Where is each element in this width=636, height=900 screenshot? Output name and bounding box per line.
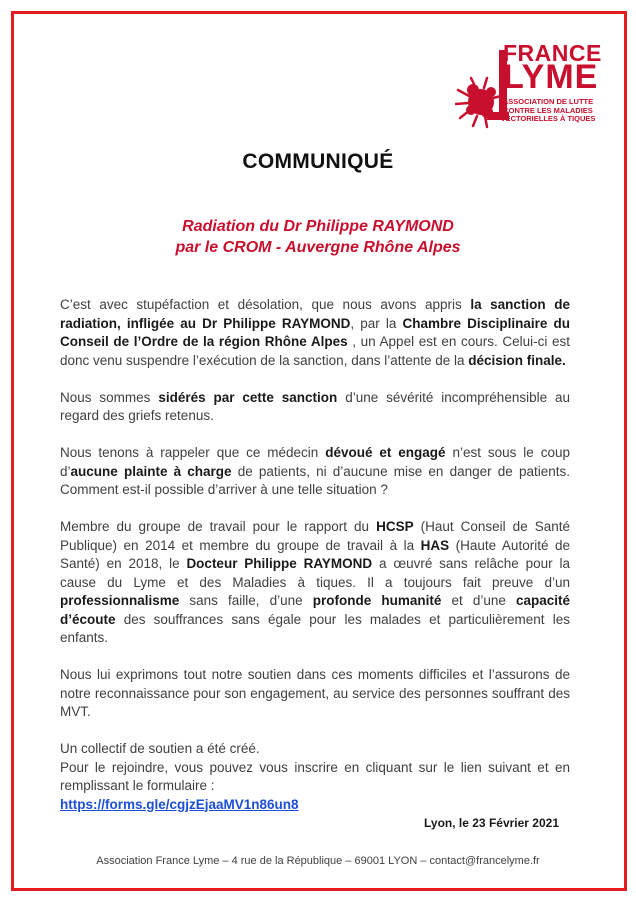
text-run: (Haut Conseil de Santé Publique) en 2014 et membre du groupe de travail à la (60, 519, 570, 553)
bold-run: dévoué et engagé (325, 445, 446, 460)
paragraph-2 (60, 389, 570, 426)
paragraph-5: Nous lui exprimons tout notre soutien dans ces moments difficiles et l’assurons de notre reconnaissance pour son engagement, au service des personnes souffrant des MVT. (60, 667, 570, 719)
text-run: n’est sous le coup d’ (60, 445, 570, 479)
logo-line-lyme: LYME (503, 58, 599, 96)
text-run: , par la (350, 315, 403, 331)
communique-body (60, 296, 570, 833)
footer-address: Association France Lyme – 4 rue de la République – 69001 LYON – contact@francelyme.fr (96, 855, 540, 867)
bold-run: Chambre Disciplinaire du Conseil de l’Ordre de la région Rhône Alpes (60, 315, 571, 349)
text-run: d’une sévérité incompréhensible au regard des griefs retenus. (60, 389, 570, 423)
bold-run: décision finale. (468, 352, 566, 368)
bold-run: HCSP (376, 519, 414, 534)
page-title: COMMUNIQUÉ (242, 150, 394, 173)
logo-line-france: FRANCE (503, 40, 602, 66)
text-run: Nous sommes (60, 389, 159, 405)
form-link[interactable]: https://forms.gle/cgjzEjaaMV1n86un8 (60, 796, 299, 812)
text-run: C’est avec stupéfaction et désolation, que nous avons appris (60, 297, 471, 312)
bold-run: HAS (420, 537, 450, 553)
subtitle-line-1: Radiation du Dr Philippe RAYMOND (182, 218, 454, 235)
bold-run: capacité d’écoute (60, 593, 570, 627)
text-run: Un collectif de soutien a été créé. (60, 741, 260, 756)
text-run: a œuvré sans relâche pour la cause du Lyme et des Maladies à tiques. Il a toujours fait preuve d’un (60, 556, 570, 590)
text-run: Membre du groupe de travail pour le rapport du (60, 519, 377, 534)
text-run: (Haute Autorité de Santé) en 2018, le (60, 537, 570, 571)
bold-run: Docteur Philippe RAYMOND (186, 556, 373, 571)
bold-run: aucune plainte à charge (70, 463, 232, 479)
bold-run: sidérés par cette sanction (158, 389, 338, 405)
text-run: Nous tenons à rappeler que ce médecin (60, 445, 326, 460)
text-run: Pour le rejoindre, vous pouvez vous inscrire en cliquant sur le lien suivant et en remplissant le formulaire : (60, 759, 570, 793)
france-lyme-logo (455, 40, 605, 130)
bold-run: profonde humanité (312, 593, 442, 608)
logo-tagline: ASSOCIATION DE LUTTE CONTRE LES MALADIES VECTORIELLES À TIQUES (500, 97, 596, 123)
subtitle (0, 216, 636, 258)
subtitle-line-2: par le CROM - Auvergne Rhône Alpes (175, 239, 461, 256)
text-run: sans faille, d’une (179, 593, 313, 608)
text-run: , un Appel est en cours. Celui-ci est donc venu suspendre l’exécution de la sanction, dans l’attente de la (60, 334, 570, 368)
paragraph-6 (60, 740, 570, 814)
text-run: et d’une (441, 593, 516, 608)
paragraph-1 (60, 296, 570, 370)
bold-run: la sanction de radiation, infligée au Dr Philippe RAYMOND (60, 297, 571, 331)
text-run: de patients, ni d’aucune mise en danger de patients. Comment est-il possible d’arriver à une telle situation ? (60, 463, 570, 497)
paragraph-3 (60, 444, 570, 500)
bold-run: professionnalisme (60, 593, 180, 608)
paragraph-4 (60, 518, 570, 648)
date-line: Lyon, le 23 Février 2021 (424, 816, 559, 830)
text-run: des souffrances sans égale pour les malades et particulièrement les enfants. (60, 611, 570, 645)
